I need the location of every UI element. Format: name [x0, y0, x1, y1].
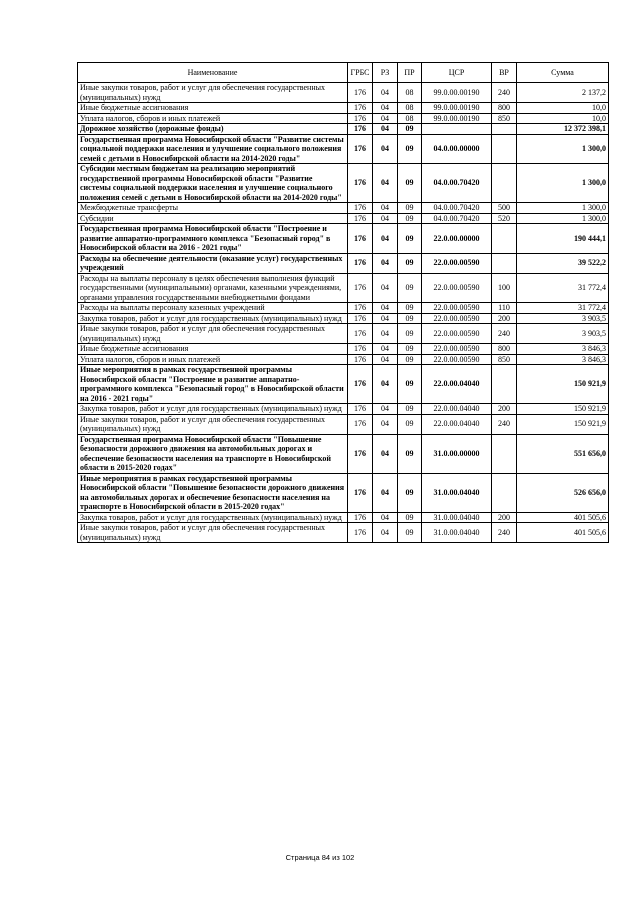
table-header [78, 63, 609, 83]
row-grbs: 176 [348, 224, 373, 254]
row-rz: 04 [373, 523, 398, 543]
row-name: Уплата налогов, сборов и иных платежей [78, 113, 348, 124]
row-pr: 08 [398, 113, 422, 124]
row-sum: 31 772,4 [517, 303, 609, 314]
row-vr: 200 [492, 313, 517, 324]
row-pr: 09 [398, 404, 422, 415]
row-grbs: 176 [348, 113, 373, 124]
header-name: Наименование [78, 63, 348, 83]
row-rz: 04 [373, 103, 398, 114]
row-name: Закупка товаров, работ и услуг для государственных (муниципальных) нужд [78, 313, 348, 324]
row-grbs: 176 [348, 523, 373, 543]
row-name: Иные закупки товаров, работ и услуг для обеспечения государственных (муниципальных) нужд [78, 324, 348, 344]
table-row [78, 83, 609, 103]
row-pr: 09 [398, 253, 422, 273]
header-row [78, 63, 609, 83]
row-sum: 526 656,0 [517, 473, 609, 512]
row-pr: 09 [398, 213, 422, 224]
row-pr: 09 [398, 324, 422, 344]
row-csr: 22.0.00.04040 [422, 404, 492, 415]
row-grbs: 176 [348, 83, 373, 103]
row-name: Иные бюджетные ассигнования [78, 103, 348, 114]
row-name: Уплата налогов, сборов и иных платежей [78, 354, 348, 365]
row-sum: 150 921,9 [517, 414, 609, 434]
row-name: Закупка товаров, работ и услуг для государственных (муниципальных) нужд [78, 512, 348, 523]
row-grbs: 176 [348, 354, 373, 365]
header-grbs: ГРБС [348, 63, 373, 83]
row-rz: 04 [373, 124, 398, 135]
row-name: Субсидии [78, 213, 348, 224]
row-vr [492, 224, 517, 254]
table-row [78, 103, 609, 114]
row-csr: 22.0.00.04040 [422, 365, 492, 404]
row-name: Иные закупки товаров, работ и услуг для обеспечения государственных (муниципальных) нужд [78, 83, 348, 103]
row-csr: 22.0.00.00590 [422, 273, 492, 303]
row-name: Иные мероприятия в рамках государственной программы Новосибирской области "Повышение безопасности дорожного движения на автомобильных дорогах и обеспечение безопасности населения на транспорте в Новосибирской области в 2015-2020 годах" [78, 473, 348, 512]
row-grbs: 176 [348, 344, 373, 355]
row-sum: 3 903,5 [517, 313, 609, 324]
table-row [78, 273, 609, 303]
budget-table [77, 62, 609, 543]
row-csr: 99.0.00.00190 [422, 113, 492, 124]
row-pr: 09 [398, 344, 422, 355]
table-row [78, 303, 609, 314]
row-vr: 110 [492, 303, 517, 314]
header-pr: ПР [398, 63, 422, 83]
row-rz: 04 [373, 303, 398, 314]
row-vr: 240 [492, 324, 517, 344]
row-csr: 99.0.00.00190 [422, 103, 492, 114]
table-row [78, 213, 609, 224]
table-row [78, 473, 609, 512]
row-pr: 09 [398, 434, 422, 473]
row-rz: 04 [373, 434, 398, 473]
table-row [78, 354, 609, 365]
row-name: Государственная программа Новосибирской области "Развитие системы социальной поддержки населения и улучшение социального положения семей с детьми в Новосибирской области на 2014-2020 годы" [78, 134, 348, 164]
row-name: Межбюджетные трансферты [78, 203, 348, 214]
row-grbs: 176 [348, 324, 373, 344]
row-sum: 190 444,1 [517, 224, 609, 254]
row-sum: 1 300,0 [517, 213, 609, 224]
row-name: Дорожное хозяйство (дорожные фонды) [78, 124, 348, 135]
row-sum: 551 656,0 [517, 434, 609, 473]
row-grbs: 176 [348, 365, 373, 404]
row-rz: 04 [373, 354, 398, 365]
row-rz: 04 [373, 273, 398, 303]
row-grbs: 176 [348, 313, 373, 324]
row-name: Иные закупки товаров, работ и услуг для обеспечения государственных (муниципальных) нужд [78, 414, 348, 434]
row-sum: 1 300,0 [517, 164, 609, 203]
row-sum: 3 846,3 [517, 344, 609, 355]
row-csr: 99.0.00.00190 [422, 83, 492, 103]
row-vr: 200 [492, 512, 517, 523]
row-grbs: 176 [348, 273, 373, 303]
row-pr: 09 [398, 354, 422, 365]
table-row [78, 124, 609, 135]
table-row [78, 344, 609, 355]
header-sum: Сумма [517, 63, 609, 83]
row-pr: 09 [398, 124, 422, 135]
row-vr: 800 [492, 344, 517, 355]
row-pr: 09 [398, 273, 422, 303]
row-grbs: 176 [348, 124, 373, 135]
row-vr: 800 [492, 103, 517, 114]
row-grbs: 176 [348, 253, 373, 273]
row-csr: 04.0.00.70420 [422, 213, 492, 224]
row-sum: 401 505,6 [517, 512, 609, 523]
row-sum: 10,0 [517, 103, 609, 114]
row-vr [492, 253, 517, 273]
row-sum: 1 300,0 [517, 203, 609, 214]
row-rz: 04 [373, 224, 398, 254]
table-body [78, 83, 609, 543]
row-sum: 1 300,0 [517, 134, 609, 164]
row-csr: 31.0.00.04040 [422, 473, 492, 512]
row-vr [492, 365, 517, 404]
row-name: Иные бюджетные ассигнования [78, 344, 348, 355]
table-row [78, 434, 609, 473]
row-grbs: 176 [348, 473, 373, 512]
table-row [78, 512, 609, 523]
row-sum: 39 522,2 [517, 253, 609, 273]
row-csr: 22.0.00.00590 [422, 303, 492, 314]
row-sum: 31 772,4 [517, 273, 609, 303]
row-vr: 100 [492, 273, 517, 303]
table-row [78, 164, 609, 203]
row-grbs: 176 [348, 213, 373, 224]
row-vr [492, 434, 517, 473]
header-vr: ВР [492, 63, 517, 83]
row-rz: 04 [373, 253, 398, 273]
row-sum: 150 921,9 [517, 404, 609, 415]
row-sum: 10,0 [517, 113, 609, 124]
row-sum: 401 505,6 [517, 523, 609, 543]
row-vr: 850 [492, 113, 517, 124]
row-csr: 22.0.00.00590 [422, 324, 492, 344]
row-pr: 09 [398, 523, 422, 543]
row-rz: 04 [373, 414, 398, 434]
row-pr: 08 [398, 83, 422, 103]
page-number: Страница 84 из 102 [285, 853, 355, 862]
row-rz: 04 [373, 473, 398, 512]
row-rz: 04 [373, 134, 398, 164]
table-row [78, 414, 609, 434]
row-vr: 200 [492, 404, 517, 415]
row-pr: 09 [398, 224, 422, 254]
row-grbs: 176 [348, 203, 373, 214]
row-vr: 520 [492, 213, 517, 224]
table-row [78, 224, 609, 254]
row-csr: 31.0.00.00000 [422, 434, 492, 473]
row-vr [492, 124, 517, 135]
row-vr [492, 473, 517, 512]
row-pr: 09 [398, 134, 422, 164]
row-name: Государственная программа Новосибирской области "Построение и развитие аппаратно-программного комплекса "Безопасный город" в Новосибирской области на 2016 - 2021 годы" [78, 224, 348, 254]
row-pr: 08 [398, 103, 422, 114]
row-rz: 04 [373, 365, 398, 404]
row-name: Субсидии местным бюджетам на реализацию мероприятий государственной программы Новосибирской области "Развитие системы социальной поддержки населения и улучшение социального положения семей с детьми в Новосибирской области на 2014-2020 годы" [78, 164, 348, 203]
row-name: Расходы на выплаты персоналу казенных учреждений [78, 303, 348, 314]
row-vr: 240 [492, 83, 517, 103]
row-grbs: 176 [348, 434, 373, 473]
table-row [78, 113, 609, 124]
row-sum: 2 137,2 [517, 83, 609, 103]
row-csr: 22.0.00.00590 [422, 313, 492, 324]
table-row [78, 134, 609, 164]
row-csr: 04.0.00.70420 [422, 203, 492, 214]
row-csr: 04.0.00.70420 [422, 164, 492, 203]
header-rz: РЗ [373, 63, 398, 83]
row-grbs: 176 [348, 512, 373, 523]
row-vr [492, 164, 517, 203]
row-rz: 04 [373, 83, 398, 103]
row-csr: 22.0.00.00590 [422, 253, 492, 273]
row-rz: 04 [373, 344, 398, 355]
row-csr: 22.0.00.00590 [422, 344, 492, 355]
row-vr: 240 [492, 414, 517, 434]
row-grbs: 176 [348, 134, 373, 164]
row-pr: 09 [398, 164, 422, 203]
row-grbs: 176 [348, 404, 373, 415]
row-pr: 09 [398, 313, 422, 324]
row-csr [422, 124, 492, 135]
row-grbs: 176 [348, 103, 373, 114]
header-csr: ЦСР [422, 63, 492, 83]
row-name: Расходы на обеспечение деятельности (оказание услуг) государственных учреждений [78, 253, 348, 273]
row-sum: 3 846,3 [517, 354, 609, 365]
row-name: Иные закупки товаров, работ и услуг для обеспечения государственных (муниципальных) нужд [78, 523, 348, 543]
row-csr: 31.0.00.04040 [422, 512, 492, 523]
table-row [78, 313, 609, 324]
row-rz: 04 [373, 213, 398, 224]
row-pr: 09 [398, 303, 422, 314]
row-pr: 09 [398, 473, 422, 512]
row-rz: 04 [373, 113, 398, 124]
row-pr: 09 [398, 365, 422, 404]
table-row [78, 404, 609, 415]
row-grbs: 176 [348, 414, 373, 434]
row-name: Закупка товаров, работ и услуг для государственных (муниципальных) нужд [78, 404, 348, 415]
row-name: Иные мероприятия в рамках государственной программы Новосибирской области "Построение и развитие аппаратно-программного комплекса "Безопасный город" в Новосибирской области на 2016 - 2021 годы" [78, 365, 348, 404]
row-vr [492, 134, 517, 164]
row-csr: 22.0.00.00000 [422, 224, 492, 254]
row-csr: 31.0.00.04040 [422, 523, 492, 543]
row-vr: 850 [492, 354, 517, 365]
row-pr: 09 [398, 512, 422, 523]
row-csr: 04.0.00.00000 [422, 134, 492, 164]
table-row [78, 324, 609, 344]
row-csr: 22.0.00.00590 [422, 354, 492, 365]
table-row [78, 253, 609, 273]
row-vr: 500 [492, 203, 517, 214]
row-rz: 04 [373, 512, 398, 523]
row-rz: 04 [373, 324, 398, 344]
row-pr: 09 [398, 203, 422, 214]
row-sum: 150 921,9 [517, 365, 609, 404]
row-vr: 240 [492, 523, 517, 543]
table-row [78, 203, 609, 214]
row-rz: 04 [373, 313, 398, 324]
row-csr: 22.0.00.04040 [422, 414, 492, 434]
row-grbs: 176 [348, 303, 373, 314]
row-grbs: 176 [348, 164, 373, 203]
row-rz: 04 [373, 404, 398, 415]
row-pr: 09 [398, 414, 422, 434]
row-name: Расходы на выплаты персоналу в целях обеспечения выполнения функций государственными (муниципальными) органами, казенными учреждениями, органами управления государственными внебюджетными фондами [78, 273, 348, 303]
row-sum: 12 372 398,1 [517, 124, 609, 135]
row-rz: 04 [373, 164, 398, 203]
row-sum: 3 903,5 [517, 324, 609, 344]
table-row [78, 365, 609, 404]
row-rz: 04 [373, 203, 398, 214]
row-name: Государственная программа Новосибирской области "Повышение безопасности дорожного движения на автомобильных дорогах и обеспечение безопасности населения на транспорте в Новосибирской области в 2015-2020 годах" [78, 434, 348, 473]
table-row [78, 523, 609, 543]
